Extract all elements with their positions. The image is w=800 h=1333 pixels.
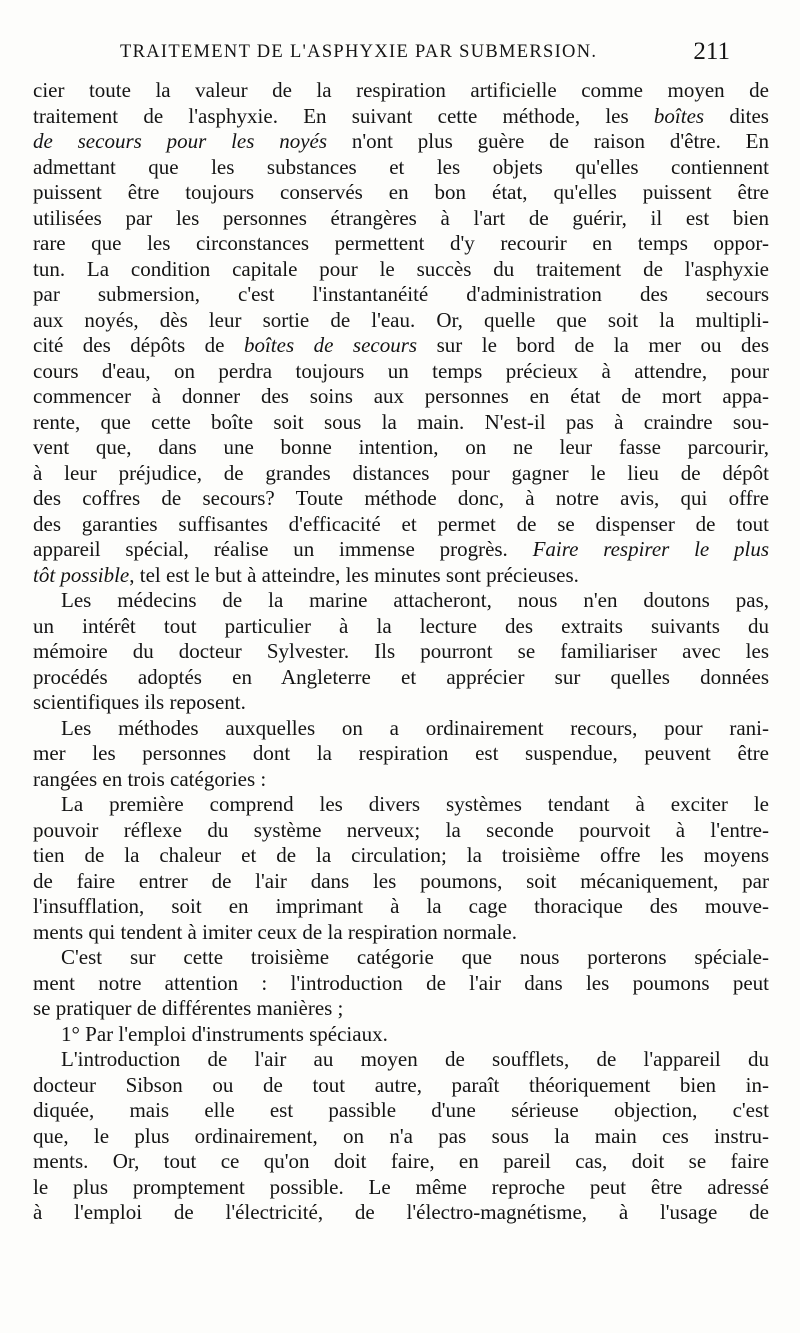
text-line: vent que, dans une bonne intention, on ne leur fasse parcourir, — [33, 435, 769, 459]
text-line: l'insufflation, soit en imprimant à la cage thoracique des mouve- — [33, 894, 769, 918]
text-line: aux noyés, dès leur sortie de l'eau. Or, quelle que soit la multipli- — [33, 307, 769, 332]
text-line: rangées en trois catégories : — [33, 766, 267, 791]
text-line: cier toute la valeur de la respiration artificielle comme moyen de — [33, 78, 769, 102]
text-line: tien de la chaleur et de la circulation; la troisième offre les moyens — [33, 843, 769, 867]
italic-text: boîtes de secours — [243, 333, 418, 357]
text-line: admettant que les substances et les objets qu'elles contiennent — [33, 154, 769, 179]
text-line: commencer à donner des soins aux personnes en état de mort appa- — [33, 384, 769, 408]
text-segment: dites — [704, 103, 769, 128]
text-line: rare que les circonstances permettent d'y recourir en temps oppor- — [33, 231, 769, 255]
text-line: L'introduction de l'air au moyen de soufflets, de l'appareil du — [61, 1047, 769, 1071]
text-line: se pratiquer de différentes manières ; — [33, 996, 344, 1020]
text-line: par submersion, c'est l'instantanéité d'administration des secours — [33, 282, 769, 306]
text-line — [33, 563, 769, 589]
text-line: le plus promptement possible. Le même reproche peut être adressé — [33, 1174, 769, 1199]
text-segment: traitement de l'asphyxie. En suivant cette méthode, les — [33, 103, 654, 128]
text-line: pouvoir réflexe du système nerveux; la seconde pourvoit à l'entre- — [33, 817, 769, 842]
italic-text: Faire respirer le plus — [532, 537, 769, 561]
text-segment: , tel est le but à atteindre, les minutes sont précieuses. — [129, 562, 579, 587]
text-line: La première comprend les divers systèmes tendant à exciter le — [61, 792, 769, 816]
text-segment: sur le bord de la mer ou des — [417, 333, 769, 357]
text-line: procédés adoptés en Angleterre et apprécier sur quelles données — [33, 664, 769, 689]
text-line — [33, 537, 769, 563]
text-line: mer les personnes dont la respiration est suspendue, peuvent être — [33, 741, 769, 765]
page-number: 211 — [693, 38, 730, 65]
text-line: Les méthodes auxquelles on a ordinairement recours, pour rani- — [61, 715, 769, 740]
text-line: cours d'eau, on perdra toujours un temps précieux à attendre, pour — [33, 358, 769, 383]
text-segment: appareil spécial, réalise un immense progrès. — [33, 537, 533, 561]
text-line: mémoire du docteur Sylvester. Ils pourront se familiariser avec les — [33, 639, 769, 663]
italic-text: de secours pour les noyés — [33, 129, 328, 153]
text-line: à leur préjudice, de grandes distances pour gagner le lieu de dépôt — [33, 460, 769, 485]
text-line: scientifiques ils reposent. — [33, 690, 246, 714]
text-segment: n'ont plus guère de raison d'être. En — [327, 129, 769, 153]
text-line: utilisées par les personnes étrangères à l'art de guérir, il est bien — [33, 205, 769, 230]
text-line: docteur Sibson ou de tout autre, paraît théoriquement bien in- — [33, 1072, 769, 1097]
italic-text: boîtes — [653, 103, 705, 128]
text-line — [33, 333, 769, 359]
text-line: puissent être toujours conservés en bon état, qu'elles puissent être — [33, 180, 769, 204]
text-line: des garanties suffisantes d'efficacité et permet de se dispenser de tout — [33, 511, 769, 536]
body-text — [33, 78, 769, 1226]
running-head: TRAITEMENT DE L'ASPHYXIE PAR SUBMERSION. — [120, 42, 598, 62]
text-line: à l'emploi de l'électricité, de l'électro-magnétisme, à l'usage de — [33, 1200, 769, 1224]
text-line — [33, 104, 769, 130]
text-line: 1° Par l'emploi d'instruments spéciaux. — [61, 1021, 388, 1046]
text-line — [33, 129, 769, 155]
text-line: des coffres de secours? Toute méthode donc, à notre avis, qui offre — [33, 486, 769, 510]
text-segment: cité des dépôts de — [33, 333, 244, 357]
text-line: que, le plus ordinairement, on n'a pas sous la main ces instru- — [33, 1123, 769, 1148]
text-line: ments. Or, tout ce qu'on doit faire, en pareil cas, doit se faire — [33, 1149, 769, 1173]
page-header — [120, 38, 730, 68]
text-line: Les médecins de la marine attacheront, nous n'en doutons pas, — [61, 588, 769, 612]
italic-text: tôt possible — [33, 562, 130, 587]
text-line: un intérêt tout particulier à la lecture des extraits suivants du — [33, 613, 769, 638]
text-line: diquée, mais elle est passible d'une sérieuse objection, c'est — [33, 1098, 769, 1122]
text-line: C'est sur cette troisième catégorie que nous porterons spéciale- — [61, 945, 769, 969]
text-line: ments qui tendent à imiter ceux de la respiration normale. — [33, 919, 518, 944]
text-line: ment notre attention : l'introduction de l'air dans les poumons peut — [33, 970, 769, 995]
text-line: rente, que cette boîte soit sous la main. N'est-il pas à craindre sou- — [33, 409, 769, 434]
text-line: tun. La condition capitale pour le succès du traitement de l'asphyxie — [33, 256, 769, 281]
text-line: de faire entrer de l'air dans les poumons, soit mécaniquement, par — [33, 868, 769, 893]
